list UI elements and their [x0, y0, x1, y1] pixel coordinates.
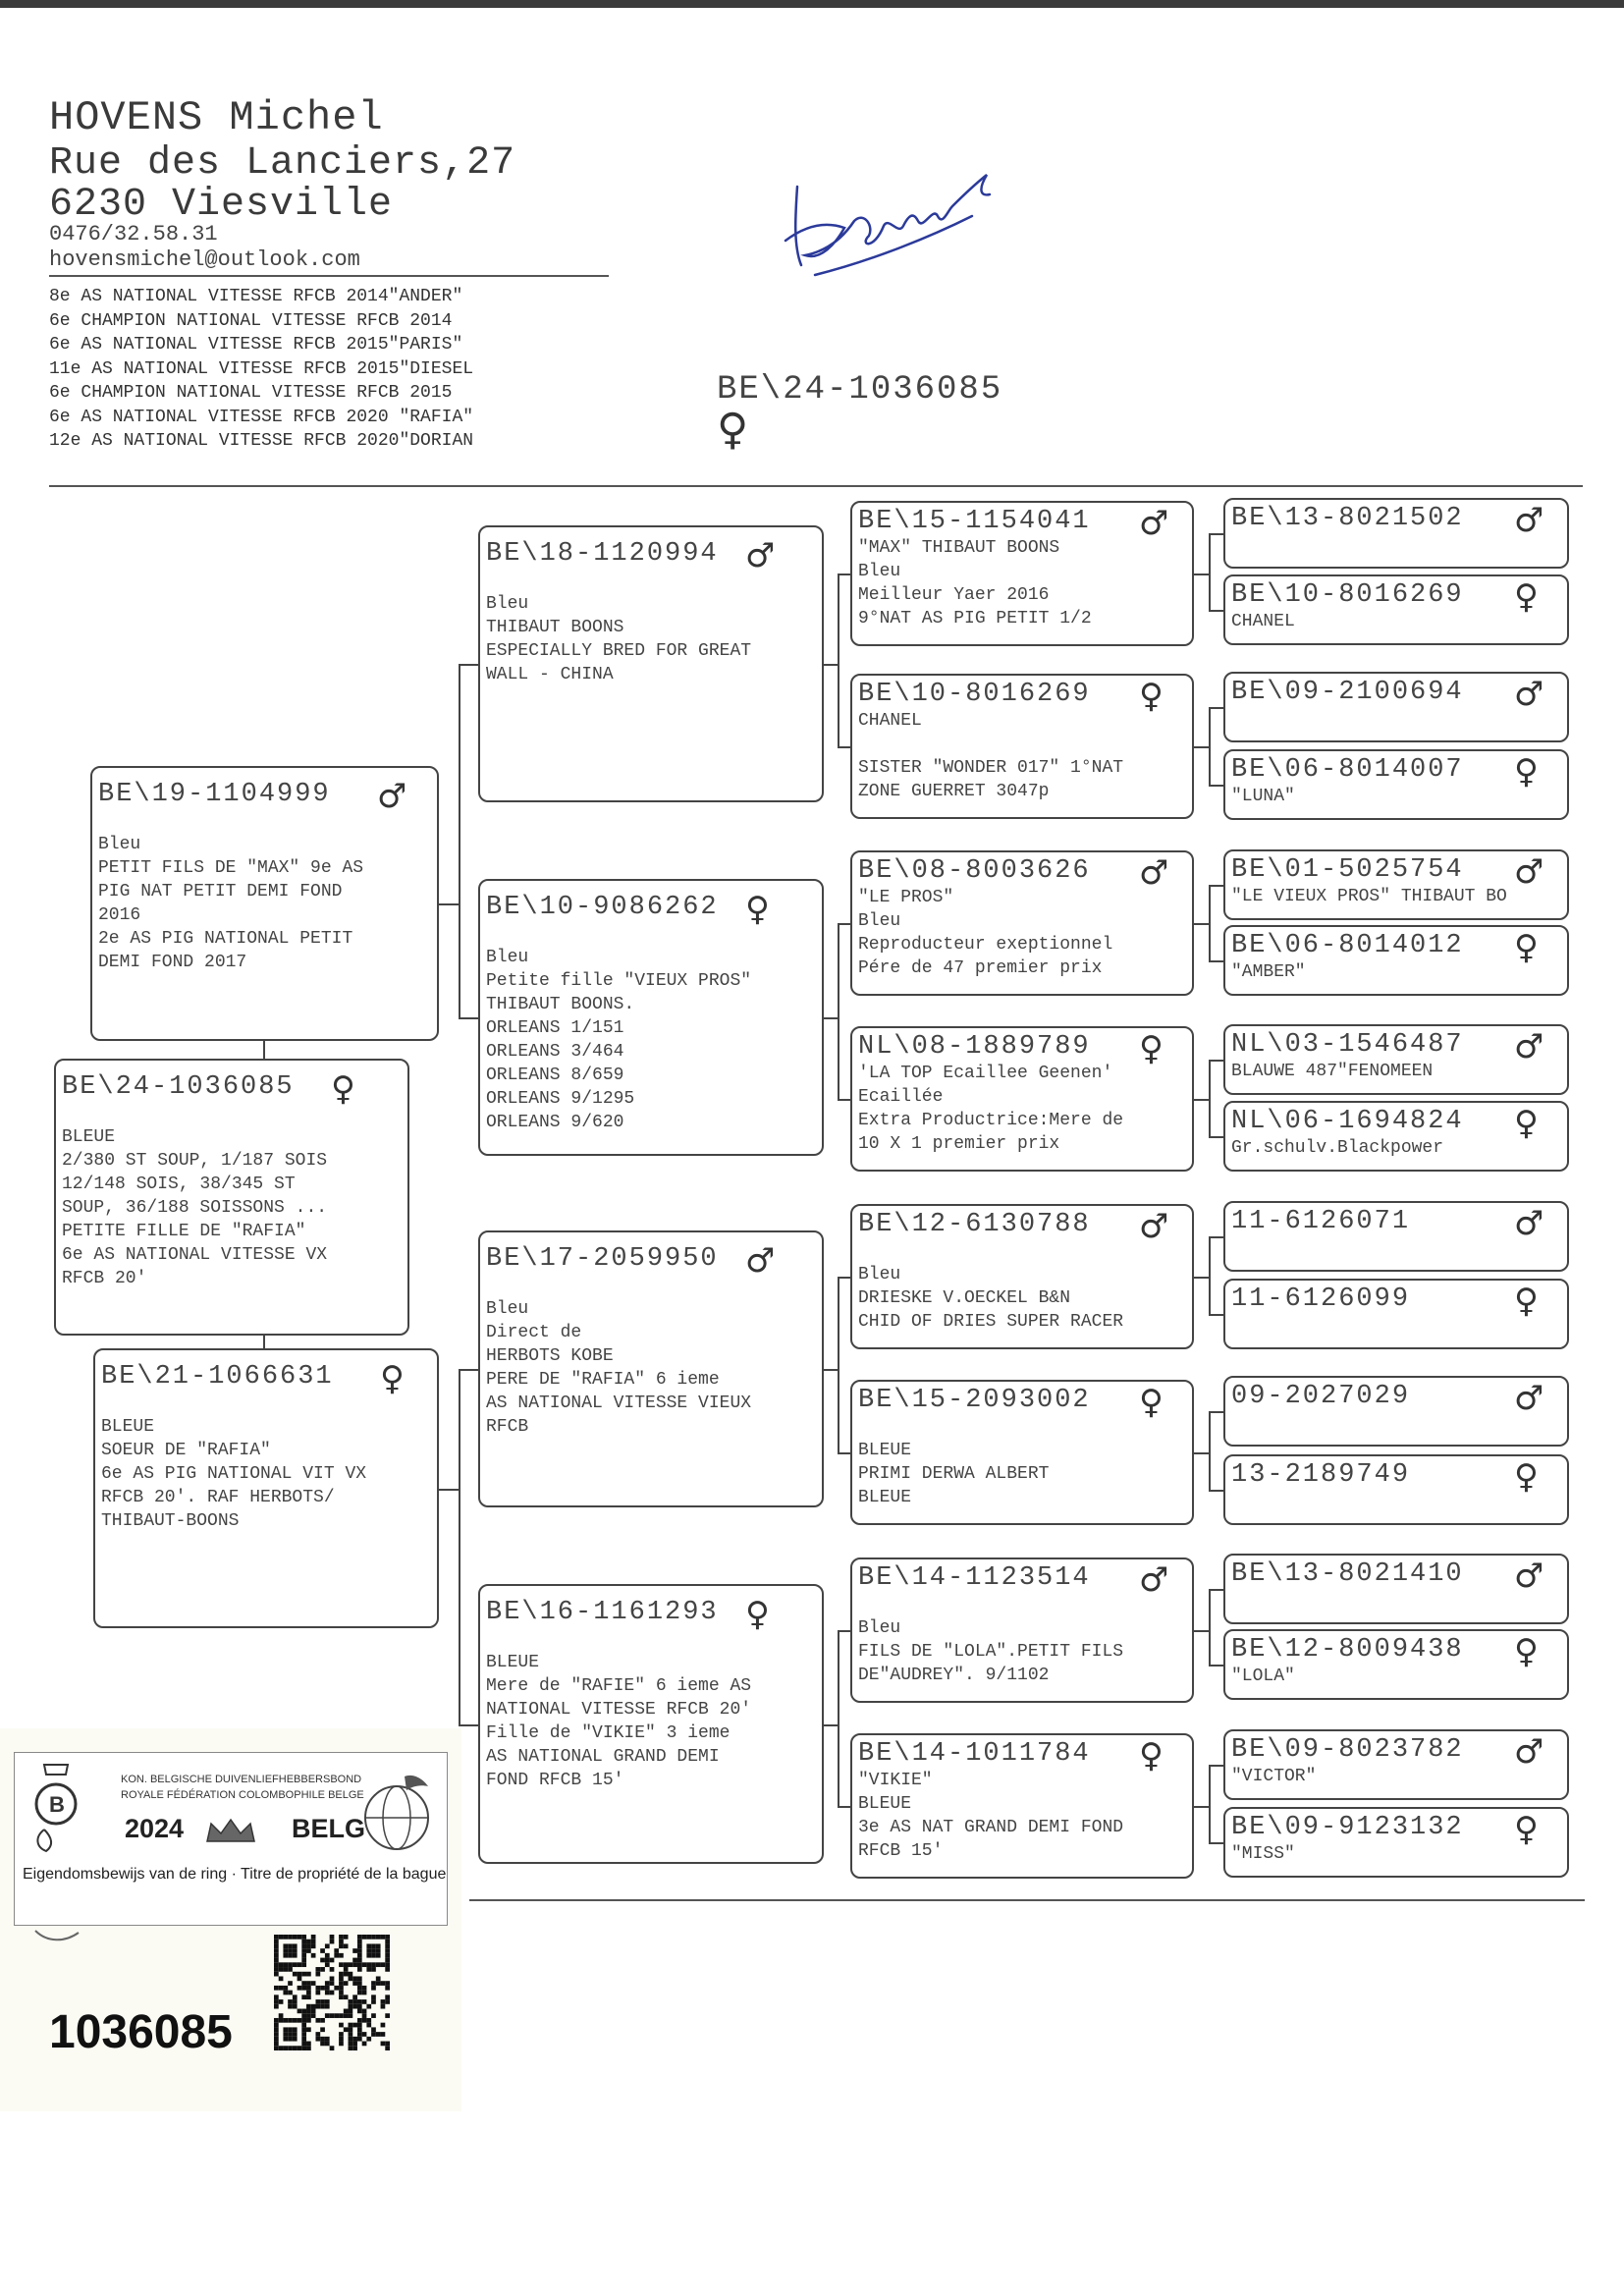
- pedigree-note: [858, 1593, 1186, 1616]
- connector-line: [459, 664, 478, 666]
- achievements-list: [49, 285, 473, 454]
- ring-number: NL\08-1889789: [858, 1032, 1091, 1062]
- connector-line: [838, 1630, 850, 1632]
- female-symbol-icon: ♀: [1139, 1029, 1164, 1068]
- pedigree-note: PRIMI DERWA ALBERT: [858, 1464, 1050, 1484]
- pedigree-box-g11: [1223, 1376, 1569, 1447]
- connector-line: [838, 923, 839, 1099]
- fci-globe-logo-icon: [353, 1771, 440, 1857]
- ring-number: BE\14-1123514: [858, 1563, 1091, 1593]
- connector-line: [838, 1452, 850, 1454]
- ring-number: BE\21-1066631: [101, 1362, 334, 1392]
- pedigree-note: 2016: [98, 905, 141, 925]
- pedigree-box-sss: [850, 501, 1194, 646]
- pedigree-bottom-rule: [469, 1899, 1585, 1901]
- connector-line: [439, 1489, 459, 1491]
- male-symbol-icon: ♂: [377, 777, 407, 816]
- ring-number: BE\12-8009438: [1231, 1635, 1464, 1665]
- ring-number: BE\19-1104999: [98, 780, 331, 809]
- connector-line: [838, 1277, 850, 1279]
- pedigree-note: "MISS": [1231, 1844, 1295, 1864]
- owner-phone: 0476/32.58.31: [49, 222, 218, 246]
- connector-line: [459, 1017, 478, 1019]
- pedigree-note: RFCB 20': [62, 1269, 147, 1288]
- pedigree-note: [858, 1415, 1186, 1439]
- ring-number: BE\10-9086262: [486, 893, 719, 922]
- pedigree-box-dd: [478, 1584, 824, 1864]
- connector-line: [459, 1369, 460, 1724]
- pedigree-note: "LUNA": [1231, 787, 1295, 806]
- connector-line: [838, 574, 850, 575]
- connector-line: [263, 1336, 265, 1348]
- pedigree-box-g6: [1223, 925, 1569, 996]
- ring-number: BE\15-1154041: [858, 507, 1091, 536]
- female-symbol-icon: ♀: [1514, 928, 1539, 967]
- connector-line: [1209, 533, 1223, 535]
- pedigree-note: RFCB 15': [858, 1841, 944, 1861]
- achievement-line: 11e AS NATIONAL VITESSE RFCB 2015"DIESEL: [49, 358, 474, 379]
- pedigree-note: Petite fille "VIEUX PROS": [486, 971, 752, 991]
- pedigree-box-sd: [478, 879, 824, 1156]
- ring-country: BELG: [292, 1814, 366, 1843]
- pedigree-note: 3e AS NAT GRAND DEMI FOND: [858, 1818, 1124, 1837]
- connector-line: [1209, 1236, 1223, 1238]
- pedigree-note: Bleu: [98, 835, 141, 854]
- connector-line: [459, 1369, 478, 1371]
- pedigree-box-sds: [850, 850, 1194, 996]
- svg-text:B: B: [49, 1792, 65, 1817]
- pedigree-note: PERE DE "RAFIA" 6 ieme: [486, 1370, 720, 1390]
- connector-line: [1209, 1589, 1211, 1665]
- female-symbol-icon: ♀: [1514, 577, 1539, 617]
- pedigree-note: 10 X 1 premier prix: [858, 1134, 1060, 1154]
- female-symbol-icon: ♀: [1514, 752, 1539, 792]
- connector-line: [1209, 1765, 1211, 1842]
- pedigree-note: 6e AS PIG NATIONAL VIT VX: [101, 1464, 367, 1484]
- connector-line: [459, 1724, 478, 1726]
- pedigree-note: ZONE GUERRET 3047p: [858, 782, 1050, 801]
- connector-line: [1209, 1589, 1223, 1591]
- connector-line: [1194, 1099, 1209, 1101]
- pedigree-note: Bleu: [858, 911, 901, 931]
- connector-line: [838, 1277, 839, 1452]
- pedigree-note: Bleu: [858, 1265, 901, 1284]
- pedigree-note: Bleu: [858, 1618, 901, 1638]
- female-symbol-icon: ♀: [1514, 1632, 1539, 1671]
- pedigree-box-dsd: [850, 1380, 1194, 1525]
- achievement-line: 6e CHAMPION NATIONAL VITESSE RFCB 2014: [49, 310, 453, 331]
- connector-line: [824, 1724, 838, 1726]
- pedigree-note: ORLEANS 1/151: [486, 1018, 624, 1038]
- pedigree-note: Direct de: [486, 1323, 582, 1342]
- connector-line: [838, 923, 850, 925]
- pedigree-box-self: [54, 1059, 409, 1336]
- pedigree-note: RFCB 20'. RAF HERBOTS/: [101, 1488, 335, 1507]
- pedigree-note: PETIT FILS DE "MAX" 9e AS: [98, 858, 364, 878]
- pedigree-note: Gr.schulv.Blackpower: [1231, 1138, 1444, 1158]
- ring-number: BE\24-1036085: [62, 1072, 295, 1102]
- female-symbol-icon: ♀: [1514, 1810, 1539, 1849]
- pedigree-note: BLEUE: [486, 1653, 540, 1672]
- connector-line: [1209, 1136, 1223, 1138]
- pedigree-note: Bleu: [486, 594, 529, 614]
- pedigree-note: 6e AS NATIONAL VITESSE VX: [62, 1245, 328, 1265]
- pedigree-note: BLEUE: [858, 1794, 912, 1814]
- pedigree-note: CHANEL: [858, 711, 922, 731]
- ring-number: BE\01-5025754: [1231, 855, 1464, 885]
- pedigree-box-ddd: [850, 1733, 1194, 1879]
- pedigree-box-g16: [1223, 1807, 1569, 1878]
- pedigree-note: 2e AS PIG NATIONAL PETIT: [98, 929, 353, 949]
- pedigree-note: 'LA TOP Ecaillee Geenen': [858, 1064, 1113, 1083]
- ring-number: BE\12-6130788: [858, 1210, 1091, 1239]
- pedigree-note: FILS DE "LOLA".PETIT FILS: [858, 1642, 1124, 1662]
- connector-line: [824, 1017, 838, 1019]
- pedigree-note: 2/380 ST SOUP, 1/187 SOIS: [62, 1151, 328, 1171]
- male-symbol-icon: ♂: [1514, 852, 1544, 892]
- achievement-line: 8e AS NATIONAL VITESSE RFCB 2014"ANDER": [49, 287, 463, 306]
- pedigree-note: Pére de 47 premier prix: [858, 958, 1103, 978]
- pedigree-note: CHID OF DRIES SUPER RACER: [858, 1312, 1124, 1332]
- pedigree-box-g14: [1223, 1629, 1569, 1700]
- pedigree-note: BLEUE: [62, 1127, 116, 1147]
- crown-icon: [201, 1816, 260, 1847]
- ring-number: BE\08-8003626: [858, 856, 1091, 886]
- connector-line: [1194, 1277, 1209, 1279]
- connector-line: [459, 664, 460, 1017]
- ring-number: BE\14-1011784: [858, 1739, 1091, 1769]
- connector-line: [1194, 1630, 1209, 1632]
- pedigree-box-g5: [1223, 849, 1569, 920]
- pedigree-note: AS NATIONAL VITESSE VIEUX: [486, 1393, 752, 1413]
- connector-line: [838, 1630, 839, 1806]
- pedigree-note: "VIKIE": [858, 1771, 933, 1790]
- qr-code-icon: [273, 1935, 391, 2050]
- pedigree-box-g9: [1223, 1201, 1569, 1272]
- pedigree-note: DRIESKE V.OECKEL B&N: [858, 1288, 1071, 1308]
- federation-name-fr: ROYALE FÉDÉRATION COLOMBOPHILE BELGE: [121, 1789, 364, 1801]
- connector-line: [1209, 610, 1223, 612]
- connector-line: [1209, 1411, 1223, 1413]
- pedigree-note: "LE PROS": [858, 888, 954, 907]
- ring-number: 11-6126099: [1231, 1284, 1411, 1314]
- pedigree-note: AS NATIONAL GRAND DEMI: [486, 1747, 720, 1767]
- pedigree-note: BLEUE: [858, 1441, 912, 1460]
- pedigree-note: "VICTOR": [1231, 1767, 1317, 1786]
- pedigree-note: [1231, 1314, 1561, 1338]
- pedigree-note: CHANEL: [1231, 612, 1295, 631]
- pedigree-box-g1: [1223, 498, 1569, 569]
- connector-line: [1209, 1842, 1223, 1844]
- pedigree-top-rule: [49, 485, 1583, 487]
- ring-number: BE\13-8021410: [1231, 1559, 1464, 1589]
- female-symbol-icon: ♀: [331, 1069, 355, 1109]
- pedigree-box-g7: [1223, 1024, 1569, 1095]
- ring-number: BE\10-8016269: [858, 680, 1091, 709]
- ring-number: NL\06-1694824: [1231, 1107, 1464, 1136]
- pedigree-note: Fille de "VIKIE" 3 ieme: [486, 1723, 731, 1743]
- connector-line: [1194, 746, 1209, 748]
- pedigree-box-g3: [1223, 672, 1569, 742]
- achievement-line: 6e AS NATIONAL VITESSE RFCB 2020 "RAFIA": [49, 407, 474, 427]
- ring-number: BE\06-8014012: [1231, 931, 1464, 960]
- pedigree-box-dam: [93, 1348, 439, 1628]
- ring-number: BE\09-8023782: [1231, 1735, 1464, 1765]
- pedigree-note: "MAX" THIBAUT BOONS: [858, 538, 1060, 558]
- pedigree-note: RFCB: [486, 1417, 529, 1437]
- connector-line: [1194, 574, 1209, 575]
- achievement-line: 6e CHAMPION NATIONAL VITESSE RFCB 2015: [49, 383, 453, 403]
- connector-line: [1209, 960, 1223, 962]
- male-symbol-icon: ♂: [1139, 1207, 1169, 1246]
- pedigree-note: ORLEANS 9/620: [486, 1113, 624, 1132]
- male-symbol-icon: ♂: [1514, 675, 1544, 714]
- pedigree-note: [1231, 533, 1561, 557]
- pedigree-note: SOUP, 36/188 SOISSONS ...: [62, 1198, 328, 1218]
- connector-line: [1209, 707, 1223, 709]
- ring-number: 13-2189749: [1231, 1460, 1411, 1490]
- pedigree-note: ORLEANS 8/659: [486, 1066, 624, 1085]
- pedigree-box-sire: [90, 766, 439, 1041]
- pedigree-note: SOEUR DE "RAFIA": [101, 1441, 271, 1460]
- connector-line: [1194, 1452, 1209, 1454]
- pedigree-note: NATIONAL VITESSE RFCB 20': [486, 1700, 752, 1720]
- pedigree-note: [1231, 1411, 1561, 1435]
- connector-line: [824, 664, 838, 666]
- pedigree-note: 12/148 SOIS, 38/345 ST: [62, 1175, 296, 1194]
- female-symbol-icon: ♀: [745, 890, 770, 929]
- pedigree-note: Bleu: [858, 562, 901, 581]
- pedigree-box-g8: [1223, 1101, 1569, 1172]
- connector-line: [838, 574, 839, 746]
- pedigree-note: "LOLA": [1231, 1667, 1295, 1686]
- header-rule: [49, 275, 609, 277]
- male-symbol-icon: ♂: [1139, 1560, 1169, 1600]
- pedigree-box-ds: [478, 1230, 824, 1507]
- pedigree-box-g4: [1223, 749, 1569, 820]
- pedigree-note: 9°NAT AS PIG PETIT 1/2: [858, 609, 1092, 628]
- pedigree-box-g2: [1223, 574, 1569, 645]
- female-symbol-icon: ♀: [1139, 1383, 1164, 1422]
- male-symbol-icon: ♂: [1514, 1379, 1544, 1418]
- pedigree-note: PIG NAT PETIT DEMI FOND: [98, 882, 343, 902]
- connector-line: [1209, 1236, 1211, 1314]
- owner-street: Rue des Lanciers,27: [49, 141, 516, 186]
- connector-line: [1209, 1490, 1223, 1492]
- pedigree-note: WALL - CHINA: [486, 665, 614, 684]
- pedigree-note: "LE VIEUX PROS" THIBAUT BO: [1231, 887, 1507, 906]
- connector-line: [1194, 923, 1209, 925]
- connector-line: [1209, 885, 1211, 960]
- pedigree-box-g13: [1223, 1554, 1569, 1624]
- male-symbol-icon: ♂: [1514, 1027, 1544, 1066]
- connector-line: [1209, 707, 1211, 785]
- male-symbol-icon: ♂: [1514, 1557, 1544, 1596]
- connector-line: [439, 903, 459, 905]
- pedigree-note: Mere de "RAFIE" 6 ieme AS: [486, 1676, 752, 1696]
- connector-line: [838, 1099, 850, 1101]
- male-symbol-icon: ♂: [1139, 504, 1169, 543]
- achievement-line: 6e AS NATIONAL VITESSE RFCB 2015"PARIS": [49, 335, 463, 355]
- pedigree-box-ssd: [850, 674, 1194, 819]
- ring-number: 11-6126071: [1231, 1207, 1411, 1236]
- pedigree-note: [1231, 707, 1561, 731]
- pedigree-note: THIBAUT-BOONS: [101, 1511, 240, 1531]
- male-symbol-icon: ♂: [745, 536, 776, 575]
- pedigree-box-g12: [1223, 1454, 1569, 1525]
- connector-line: [824, 1369, 838, 1371]
- male-symbol-icon: ♂: [1139, 853, 1169, 893]
- pedigree-note: PETITE FILLE DE "RAFIA": [62, 1222, 306, 1241]
- ring-number: BE\15-2093002: [858, 1386, 1091, 1415]
- ring-card-number: 1036085: [49, 2006, 233, 2058]
- female-symbol-icon: ♀: [1514, 1282, 1539, 1321]
- ring-number: BE\09-9123132: [1231, 1813, 1464, 1842]
- pedigree-note: BLAUWE 487"FENOMEEN: [1231, 1062, 1434, 1081]
- pedigree-note: Extra Productrice:Mere de: [858, 1111, 1124, 1130]
- pedigree-note: ORLEANS 3/464: [486, 1042, 624, 1062]
- connector-line: [263, 1041, 265, 1059]
- tear-line-mark: [31, 1927, 90, 1946]
- scan-top-edge: [0, 0, 1624, 8]
- male-symbol-icon: ♂: [1514, 501, 1544, 540]
- owner-email: hovensmichel@outlook.com: [49, 247, 360, 272]
- female-symbol-icon: ♀: [745, 1595, 770, 1634]
- female-symbol-icon: ♀: [380, 1359, 405, 1398]
- pedigree-note: [1231, 1589, 1561, 1612]
- pedigree-note: Bleu: [486, 948, 529, 967]
- male-symbol-icon: ♂: [745, 1241, 776, 1281]
- pedigree-note: [858, 733, 1186, 756]
- pedigree-box-sdd: [850, 1026, 1194, 1172]
- pedigree-note: [1231, 1236, 1561, 1260]
- ring-card-subtitle: Eigendomsbewijs van de ring · Titre de propriété de la bague: [23, 1866, 447, 1883]
- connector-line: [1209, 1411, 1211, 1490]
- federation-crest-icon: [27, 1761, 85, 1855]
- connector-line: [1209, 1765, 1223, 1767]
- female-symbol-icon: ♀: [1139, 1736, 1164, 1776]
- federation-name-nl: KON. BELGISCHE DUIVENLIEFHEBBERSBOND: [121, 1774, 362, 1785]
- pedigree-note: Reproducteur exeptionnel: [858, 935, 1113, 955]
- ring-number: BE\18-1120994: [486, 539, 719, 569]
- pedigree-note: FOND RFCB 15': [486, 1771, 624, 1790]
- ring-number: BE\10-8016269: [1231, 580, 1464, 610]
- connector-line: [1209, 885, 1223, 887]
- ring-year: 2024: [125, 1814, 185, 1843]
- subject-ring-number: BE\24-1036085: [717, 371, 1003, 409]
- pedigree-note: THIBAUT BOONS: [486, 618, 624, 637]
- connector-line: [838, 746, 850, 748]
- ring-card-frame: [14, 1752, 448, 1926]
- pedigree-note: Bleu: [486, 1299, 529, 1319]
- pedigree-note: DE"AUDREY". 9/1102: [858, 1666, 1050, 1685]
- pedigree-note: SISTER "WONDER 017" 1°NAT: [858, 758, 1124, 778]
- pedigree-note: BLEUE: [101, 1417, 155, 1437]
- pedigree-box-dds: [850, 1557, 1194, 1703]
- pedigree-box-g15: [1223, 1729, 1569, 1800]
- ring-number: BE\09-2100694: [1231, 678, 1464, 707]
- achievement-line: 12e AS NATIONAL VITESSE RFCB 2020"DORIAN: [49, 431, 474, 451]
- pedigree-note: [1231, 1490, 1561, 1513]
- pedigree-note: Meilleur Yaer 2016: [858, 585, 1050, 605]
- ring-ownership-card: [0, 1728, 461, 2111]
- connector-line: [838, 1806, 850, 1808]
- connector-line: [1209, 1060, 1223, 1062]
- female-symbol-icon: ♀: [1514, 1104, 1539, 1143]
- connector-line: [1209, 533, 1211, 610]
- connector-line: [1209, 1665, 1223, 1667]
- pedigree-note: ORLEANS 9/1295: [486, 1089, 635, 1109]
- ring-number: NL\03-1546487: [1231, 1030, 1464, 1060]
- pedigree-note: BLEUE: [858, 1488, 912, 1507]
- ring-number: 09-2027029: [1231, 1382, 1411, 1411]
- pedigree-note: HERBOTS KOBE: [486, 1346, 614, 1366]
- male-symbol-icon: ♂: [1514, 1732, 1544, 1772]
- connector-line: [1209, 785, 1223, 787]
- connector-line: [1194, 1806, 1209, 1808]
- pedigree-note: [858, 1239, 1186, 1263]
- owner-name: HOVENS Michel: [49, 94, 384, 141]
- pedigree-note: THIBAUT BOONS.: [486, 995, 635, 1014]
- ring-number: BE\13-8021502: [1231, 504, 1464, 533]
- pedigree-box-g10: [1223, 1279, 1569, 1349]
- female-symbol-icon: ♀: [1514, 1457, 1539, 1497]
- owner-city: 6230 Viesville: [49, 183, 394, 227]
- handwritten-signature: [776, 167, 1011, 285]
- ring-number: BE\06-8014007: [1231, 755, 1464, 785]
- pedigree-note: ESPECIALLY BRED FOR GREAT: [486, 641, 752, 661]
- ring-number: BE\17-2059950: [486, 1244, 719, 1274]
- male-symbol-icon: ♂: [1514, 1204, 1544, 1243]
- female-symbol-icon: ♀: [1139, 677, 1164, 716]
- pedigree-box-dss: [850, 1204, 1194, 1349]
- pedigree-note: DEMI FOND 2017: [98, 953, 247, 972]
- connector-line: [1209, 1314, 1223, 1316]
- pedigree-note: Ecaillée: [858, 1087, 944, 1107]
- pedigree-box-ss: [478, 525, 824, 802]
- ring-number: BE\16-1161293: [486, 1598, 719, 1627]
- pedigree-note: "AMBER": [1231, 962, 1306, 982]
- female-symbol-icon: ♀: [717, 405, 749, 455]
- connector-line: [1209, 1060, 1211, 1136]
